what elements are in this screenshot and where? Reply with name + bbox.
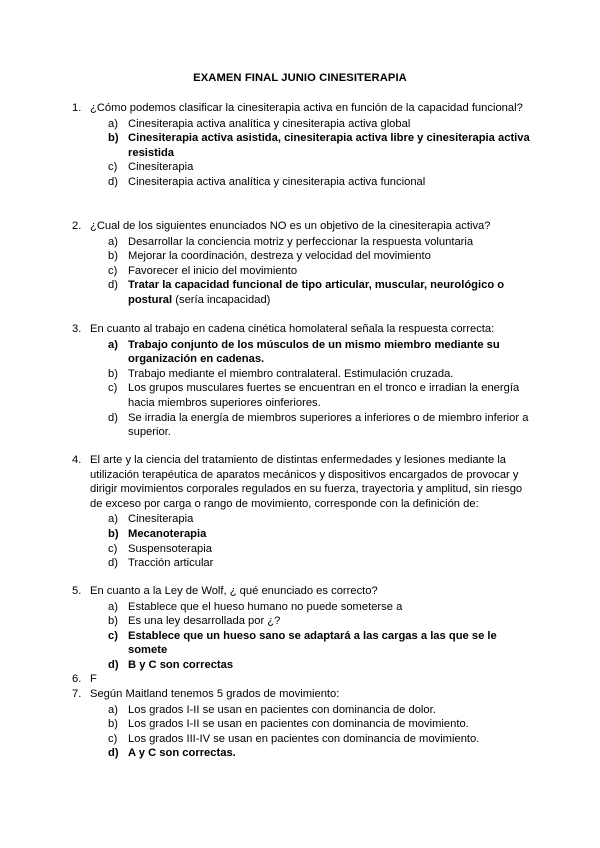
option-letter: a): [108, 513, 118, 526]
option-b: [90, 367, 530, 382]
option-letter: c): [108, 732, 118, 745]
option-c: [90, 264, 530, 279]
option-letter: b): [108, 527, 119, 540]
option-c: [90, 160, 530, 175]
option-a: [90, 235, 530, 250]
option-text: Establece que un hueso sano se adaptará a las cargas a las que se le somete: [128, 629, 497, 657]
question-number: 6.: [72, 673, 82, 685]
question-number: 7.: [72, 688, 82, 700]
option-a: [90, 512, 530, 527]
option-text: Los grupos musculares fuertes se encuentran en el tronco e irradian la energía hacia miembros superiores oinferiores.: [128, 382, 520, 409]
option-text: Se irradia la energía de miembros superiores a inferiores o de miembro inferior a superior.: [128, 411, 529, 439]
option-text: Favorecer el inicio del movimiento: [128, 264, 298, 277]
option-note: (sería incapacidad): [172, 293, 271, 306]
option-b: [90, 131, 530, 160]
question-text: ¿Cual de los siguientes enunciados NO es un objetivo de la cinesiterapia activa?: [90, 220, 491, 232]
question-text: En cuanto al trabajo en cadena cinética homolateral señala la respuesta correcta:: [90, 323, 495, 335]
option-text: Los grados III-IV se usan en pacientes con dominancia de movimiento.: [128, 732, 480, 745]
question-number: 4.: [72, 454, 82, 466]
option-text: Cinesiterapia activa asistida, cinesiterapia activa libre y cinesiterapia activa resistida: [128, 132, 530, 159]
option-text: A y C son correctas.: [128, 747, 236, 760]
option-text: Mecanoterapia: [128, 527, 207, 540]
option-text: Cinesiterapia activa analítica y cinesiterapia activa funcional: [128, 175, 426, 188]
option-c: [90, 542, 530, 557]
option-b: [90, 614, 530, 629]
option-text: Trabajo conjunto de los músculos de un mismo miembro mediante su organización en cadenas.: [128, 338, 500, 366]
option-a: [90, 703, 530, 718]
option-c: [90, 629, 530, 658]
option-a: [90, 338, 530, 367]
question-3: [72, 322, 530, 440]
option-letter: c): [108, 264, 118, 277]
question-text: En cuanto a la Ley de Wolf, ¿ qué enunciado es correcto?: [90, 585, 378, 597]
option-letter: b): [108, 718, 118, 731]
option-letter: b): [108, 615, 118, 628]
question-6: [72, 672, 530, 687]
option-letter: d): [108, 279, 118, 292]
option-a: [90, 600, 530, 615]
question-number: 5.: [72, 585, 82, 597]
question-text: ¿Cómo podemos clasificar la cinesiterapia activa en función de la capacidad funcional?: [90, 102, 523, 114]
question-text: F: [90, 673, 97, 685]
option-letter: a): [108, 338, 118, 351]
option-d: [90, 556, 530, 571]
question-1: [72, 101, 530, 190]
option-text: Desarrollar la conciencia motriz y perfeccionar la respuesta voluntaria: [128, 235, 474, 248]
question-4: [72, 453, 530, 571]
option-d: [90, 746, 530, 761]
option-b: [90, 527, 530, 542]
option-c: [90, 732, 530, 747]
option-text: Trabajo mediante el miembro contralateral. Estimulación cruzada.: [128, 367, 454, 380]
option-text: Cinesiterapia: [128, 161, 194, 174]
option-letter: c): [108, 161, 118, 174]
option-letter: b): [108, 367, 118, 380]
option-letter: a): [108, 703, 118, 716]
option-letter: d): [108, 658, 119, 671]
option-letter: a): [108, 117, 118, 130]
option-text: Suspensoterapia: [128, 542, 212, 555]
option-b: [90, 249, 530, 264]
option-text: Los grados I-II se usan en pacientes con dominancia de movimiento.: [128, 718, 469, 731]
option-a: [90, 117, 530, 132]
option-b: [90, 717, 530, 732]
question-text: Según Maitland tenemos 5 grados de movimiento:: [90, 688, 340, 700]
question-5: [72, 584, 530, 673]
option-letter: a): [108, 600, 118, 613]
option-text: Los grados I-II se usan en pacientes con dominancia de dolor.: [128, 703, 436, 716]
option-letter: d): [108, 175, 118, 188]
option-text: Establece que el hueso humano no puede someterse a: [128, 600, 403, 613]
question-number: 3.: [72, 323, 82, 335]
option-text: Es una ley desarrollada por ¿?: [128, 615, 281, 628]
option-text: Mejorar la coordinación, destreza y velocidad del movimiento: [128, 250, 431, 263]
option-letter: a): [108, 235, 118, 248]
option-letter: d): [108, 411, 118, 424]
question-7: [72, 687, 530, 761]
option-text: B y C son correctas: [128, 658, 234, 671]
question-text: El arte y la ciencia del tratamiento de distintas enfermedades y lesiones mediante la utilización terapéutica de aparatos mecánicos y dispositivos encargados de provocar y dirigir movimientos corporales regulados en su fuerza, trayectoria y amplitud, sin riesgo de exceso por carga o rango de movimiento, corresponde con la definición de:: [90, 454, 523, 510]
option-text: Cinesiterapia: [128, 513, 194, 526]
question-number: 2.: [72, 220, 82, 232]
option-text: Cinesiterapia activa analítica y cinesiterapia activa global: [128, 117, 411, 130]
option-letter: d): [108, 747, 119, 760]
option-d: [90, 175, 530, 190]
option-letter: b): [108, 132, 119, 145]
option-d: [90, 278, 530, 307]
option-d: [90, 658, 530, 673]
option-text: Tracción articular: [128, 557, 214, 570]
option-letter: c): [108, 542, 118, 555]
option-c: [90, 381, 530, 410]
page-title: EXAMEN FINAL JUNIO CINESITERAPIA: [193, 72, 407, 84]
question-2: [72, 219, 530, 308]
option-letter: c): [108, 382, 118, 395]
option-letter: c): [108, 629, 118, 642]
option-d: [90, 411, 530, 440]
option-text: Tratar la capacidad funcional de tipo articular, muscular, neurológico o postural: [128, 279, 505, 306]
question-number: 1.: [72, 102, 82, 114]
option-letter: d): [108, 557, 118, 570]
option-letter: b): [108, 250, 118, 263]
